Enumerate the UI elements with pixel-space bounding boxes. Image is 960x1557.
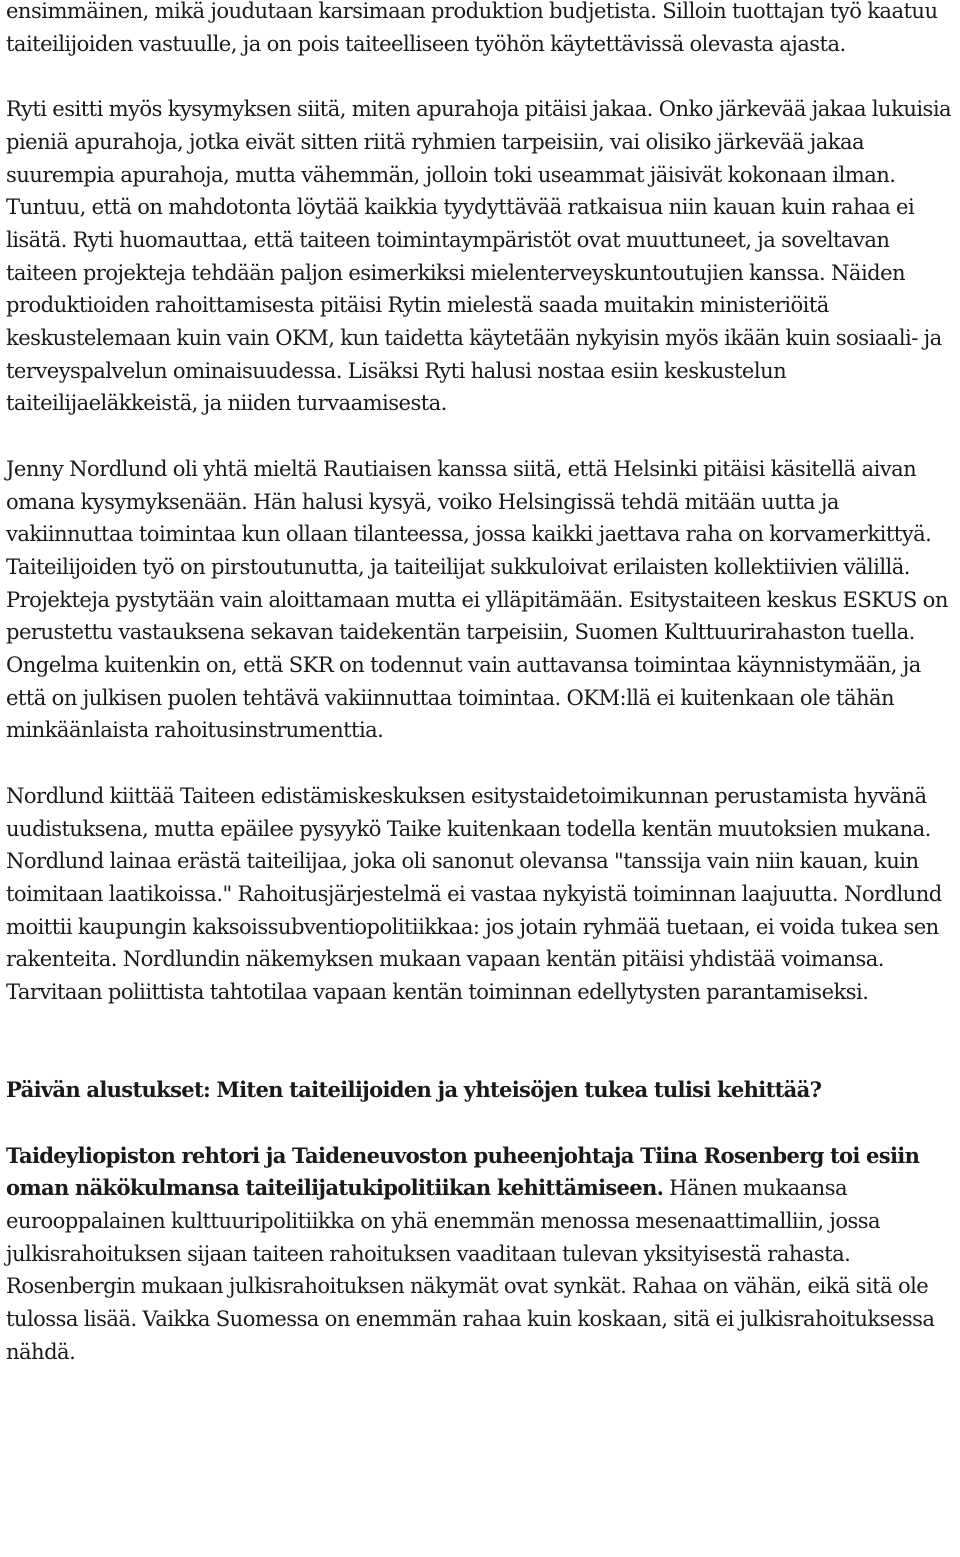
paragraph-rosenberg-body: Hänen mukaansa eurooppalainen kulttuuripolitiikka on yhä enemmän menossa mesenaattimalliin, jossa julkisrahoituksen sijaan taiteen rahoituksen vaaditaan tulevan yksityisestä rahasta. Rosenbergin mukaan julkisrahoituksen näkymät ovat synkät. Rahaa on vähän, eikä sitä ole tulossa lisää. Vaikka Suomessa on enemmän rahaa kuin koskaan, sitä ei julkisrahoituksessa nähdä. <box>6 1175 935 1364</box>
paragraph-rosenberg <box>6 1140 958 1369</box>
paragraph-nordlund-1: Jenny Nordlund oli yhtä mieltä Rautiaisen kanssa siitä, että Helsinki pitäisi käsitellä aivan omana kysymyksenään. Hän halusi kysyä, voiko Helsingissä tehdä mitään uutta ja vakiinnuttaa toimintaa kun ollaan tilanteessa, jossa kaikki jaettava raha on korvamerkittyä. Taiteilijoiden työ on pirstoutunutta, ja taiteilijat sukkuloivat erilaisten kollektiivien välillä. Projekteja pystytään vain aloittamaan mutta ei ylläpitämään. Esitystaiteen keskus ESKUS on perustettu vastauksena sekavan taidekentän tarpeisiin, Suomen Kulttuurirahaston tuella. Ongelma kuitenkin on, että SKR on todennut vain auttavansa toimintaa käynnistymään, ja että on julkisen puolen tehtävä vakiinnuttaa toimintaa. OKM:llä ei kuitenkaan ole tähän minkäänlaista rahoitusinstrumenttia. <box>6 455 948 743</box>
paragraph-spacer <box>6 747 958 780</box>
paragraph-nordlund-2: Nordlund kiittää Taiteen edistämiskeskuksen esitystaidetoimikunnan perustamista hyvänä uudistuksena, mutta epäilee pysyykö Taike kuitenkaan todella kentän muutoksien mukana. Nordlund lainaa erästä taiteilijaa, joka oli sanonut olevansa "tanssija vain niin kauan, kuin toimitaan laatikoissa." Rahoitusjärjestelmä ei vastaa nykyistä toiminnan laajuutta. Nordlund moittii kaupungin kaksoissubventiopolitiikkaa: jos jotain ryhmää tuetaan, ei voida tukea sen rakenteita. Nordlundin näkemyksen mukaan vapaan kentän pitäisi yhdistää voimansa. Tarvitaan poliittista tahtotilaa vapaan kentän toiminnan edellytysten parantamiseksi. <box>6 782 942 1005</box>
document-page <box>6 0 958 1368</box>
section-spacer <box>6 1009 958 1074</box>
paragraph-ryti: Ryti esitti myös kysymyksen siitä, miten apurahoja pitäisi jakaa. Onko järkevää jakaa lukuisia pieniä apurahoja, jotka eivät sitten riitä ryhmien tarpeisiin, vai olisiko järkevää jakaa suurempia apurahoja, mutta vähemmän, jolloin toki useammat jäisivät kokonaan ilman. Tuntuu, että on mahdotonta löytää kaikkia tyydyttävää ratkaisua niin kauan kuin rahaa ei lisätä. Ryti huomauttaa, että taiteen toimintaympäristöt ovat muuttuneet, ja soveltavan taiteen projekteja tehdään paljon esimerkiksi mielenterveyskuntoutujien kanssa. Näiden produktioiden rahoittamisesta pitäisi Rytin mielestä saada muitakin ministeriöitä keskustelemaan kuin vain OKM, kun taidetta käytetään nykyisin myös ikään kuin sosiaali- ja terveyspalvelun ominaisuudessa. Lisäksi Ryti halusi nostaa esiin keskustelun taiteilijaeläkkeistä, ja niiden turvaamisesta. <box>6 96 952 416</box>
paragraph-spacer <box>6 60 958 93</box>
paragraph-intro: ensimmäinen, mikä joudutaan karsimaan produktion budjetista. Silloin tuottajan työ kaatuu taiteilijoiden vastuulle, ja on pois taiteelliseen työhön käytettävissä olevasta ajasta. <box>6 0 938 56</box>
paragraph-spacer <box>6 420 958 453</box>
paragraph-rosenberg-lead: Taideyliopiston rehtori ja Taideneuvoston puheenjohtaja Tiina Rosenberg toi esiin oman näkökulmansa taiteilijatukipolitiikan kehittämiseen. <box>6 1142 920 1201</box>
paragraph-spacer <box>6 1107 958 1140</box>
section-heading: Päivän alustukset: Miten taiteilijoiden ja yhteisöjen tukea tulisi kehittää? <box>6 1077 822 1103</box>
